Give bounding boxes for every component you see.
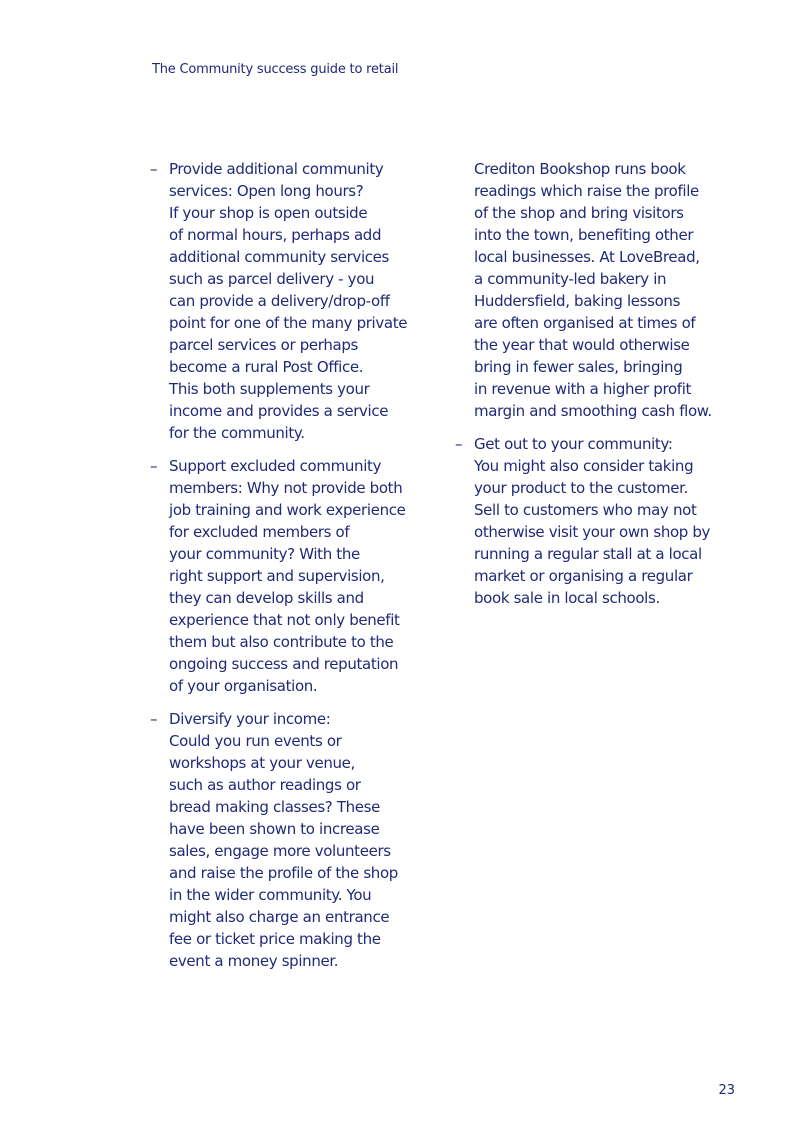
bullet-long-hours bbox=[150, 158, 425, 444]
text-line: can provide a delivery/drop-off bbox=[169, 292, 390, 310]
text-line: Support excluded community bbox=[169, 457, 382, 475]
text-line: and raise the profile of the shop bbox=[169, 864, 398, 882]
text-line: You might also consider taking bbox=[474, 457, 694, 475]
text-line: services: Open long hours? bbox=[169, 182, 364, 200]
text-line: bring in fewer sales, bringing bbox=[474, 358, 683, 376]
text-line: running a regular stall at a local bbox=[474, 545, 702, 563]
text-line: such as author readings or bbox=[169, 776, 361, 794]
text-line: the year that would otherwise bbox=[474, 336, 690, 354]
text-line: bread making classes? These bbox=[169, 798, 381, 816]
right-column bbox=[455, 158, 730, 620]
text-line: book sale in local schools. bbox=[474, 589, 660, 607]
text-line: they can develop skills and bbox=[169, 589, 364, 607]
text-line: them but also contribute to the bbox=[169, 633, 394, 651]
text-line: Provide additional community bbox=[169, 160, 384, 178]
text-line: otherwise visit your own shop by bbox=[474, 523, 711, 541]
text-line: of your organisation. bbox=[169, 677, 318, 695]
text-line: market or organising a regular bbox=[474, 567, 693, 585]
left-column bbox=[150, 158, 425, 983]
text-line: become a rural Post Office. bbox=[169, 358, 364, 376]
text-line: income and provides a service bbox=[169, 402, 389, 420]
text-line: parcel services or perhaps bbox=[169, 336, 358, 354]
text-line: ongoing success and reputation bbox=[169, 655, 399, 673]
text-line: If your shop is open outside bbox=[169, 204, 368, 222]
text-line: a community-led bakery in bbox=[474, 270, 667, 288]
text-line: fee or ticket price making the bbox=[169, 930, 381, 948]
text-line: your product to the customer. bbox=[474, 479, 689, 497]
text-line: Sell to customers who may not bbox=[474, 501, 697, 519]
page-number: 23 bbox=[718, 1083, 735, 1098]
text-line: Diversify your income: bbox=[169, 710, 331, 728]
text-line: of normal hours, perhaps add bbox=[169, 226, 382, 244]
text-line: have been shown to increase bbox=[169, 820, 380, 838]
bullet-dash: – bbox=[150, 457, 158, 475]
bullet-excluded-members bbox=[150, 455, 425, 697]
text-line: of the shop and bring visitors bbox=[474, 204, 684, 222]
text-line: This both supplements your bbox=[169, 380, 370, 398]
text-line: in revenue with a higher profit bbox=[474, 380, 692, 398]
bullet-diversify-income bbox=[150, 708, 425, 972]
text-line: job training and work experience bbox=[169, 501, 406, 519]
text-line: margin and smoothing cash flow. bbox=[474, 402, 712, 420]
text-line: in the wider community. You bbox=[169, 886, 372, 904]
text-line: additional community services bbox=[169, 248, 390, 266]
text-line: your community? With the bbox=[169, 545, 360, 563]
bullet-dash: – bbox=[150, 160, 158, 178]
text-line: Crediton Bookshop runs book bbox=[474, 160, 686, 178]
continuation-paragraph bbox=[455, 158, 730, 422]
bullet-get-out-to-community bbox=[455, 433, 730, 609]
text-line: event a money spinner. bbox=[169, 952, 339, 970]
text-line: point for one of the many private bbox=[169, 314, 408, 332]
running-header: The Community success guide to retail bbox=[152, 62, 399, 77]
text-line: for excluded members of bbox=[169, 523, 350, 541]
text-line: into the town, benefiting other bbox=[474, 226, 694, 244]
text-line: such as parcel delivery - you bbox=[169, 270, 375, 288]
text-line: sales, engage more volunteers bbox=[169, 842, 391, 860]
text-line: might also charge an entrance bbox=[169, 908, 390, 926]
text-line: for the community. bbox=[169, 424, 305, 442]
bullet-dash: – bbox=[150, 710, 158, 728]
text-line: local businesses. At LoveBread, bbox=[474, 248, 700, 266]
text-line: readings which raise the profile bbox=[474, 182, 699, 200]
text-line: Could you run events or bbox=[169, 732, 342, 750]
text-line: are often organised at times of bbox=[474, 314, 696, 332]
text-line: members: Why not provide both bbox=[169, 479, 403, 497]
text-line: right support and supervision, bbox=[169, 567, 385, 585]
text-line: Get out to your community: bbox=[474, 435, 673, 453]
text-line: workshops at your venue, bbox=[169, 754, 355, 772]
text-line: Huddersfield, baking lessons bbox=[474, 292, 681, 310]
text-line: experience that not only benefit bbox=[169, 611, 400, 629]
bullet-dash: – bbox=[455, 435, 463, 453]
